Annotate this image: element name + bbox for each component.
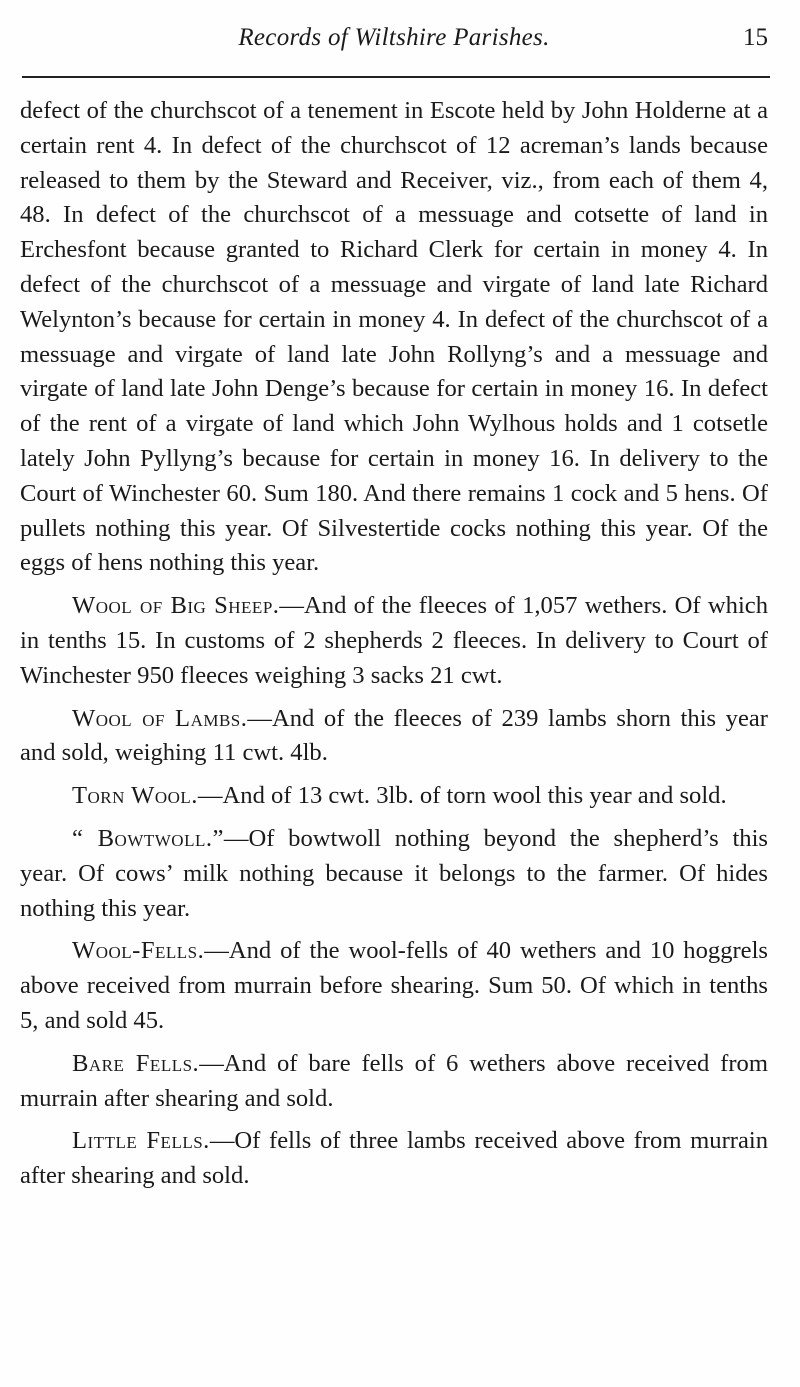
paragraph-text: —Of fells of three lambs received above from murrain after shearing and sold. [20,1127,768,1190]
paragraph-text: —Of bowtwoll nothing beyond the shepherd’s this year. Of cows’ milk nothing because it belongs to the farmer. Of hides nothing this year. [20,824,768,922]
section-heading: Wool of Lambs. [72,704,248,732]
paragraph-wool-of-big-sheep [20,589,768,693]
section-heading: Wool of Big Sheep. [72,592,280,620]
paragraph-text: —And of bare fells of 6 wethers above received from murrain after shearing and sold. [20,1049,768,1112]
section-heading: Torn Wool. [72,782,198,810]
paragraph-wool-of-lambs [20,702,768,772]
paragraph-torn-wool [20,779,768,814]
section-heading: Bare Fells. [72,1049,200,1077]
section-heading: Wool-Fells. [72,937,205,965]
paragraph-bowtwoll [20,822,768,926]
paragraph-text: —And of the wool-fells of 40 wethers and 10 hoggrels above received from murrain before shearing. Sum 50. Of which in tenths 5, and sold 45. [20,937,768,1034]
section-heading: Little Fells. [72,1127,210,1155]
running-head [20,24,768,60]
paragraph-bare-fells [20,1047,768,1117]
header-rule [22,76,770,78]
running-title: Records of Wiltshire Parishes. [238,24,550,51]
paragraph-text: —And of the fleeces of 1,057 wethers. Of which in tenths 15. In customs of 2 shepherds 2 fleeces. In delivery to Court of Winchester 950 fleeces weighing 3 sacks 21 cwt. [20,592,768,689]
paragraph-text: defect of the churchscot of a tenement in Escote held by John Holderne at a certain rent 4. In defect of the churchscot of 12 acreman’s lands because released to them by the Steward and Receiver, viz., from each of them 4, 48. In defect of the churchscot of a messuage and cotsette of land in Erchesfont because granted to Richard Clerk for certain in money 4. In defect of the churchscot of a messuage and virgate of land late Richard Welynton’s because for certain in money 4. In defect of the churchscot of a messuage and virgate of land late John Rollyng’s and a messuage and virgate of land late John Denge’s because for certain in money 16. In defect of the rent of a virgate of land which John Wylhous holds and 1 cotsetle lately John Pyllyng’s because for certain in money 16. In delivery to the Court of Winchester 60. Sum 180. And there remains 1 cock and 5 hens. Of pullets nothing this year. Of Silvestertide cocks nothing this year. Of the eggs of hens nothing this year. [20,97,768,577]
paragraph-little-fells [20,1124,768,1194]
paragraph-text: —And of the fleeces of 239 lambs shorn this year and sold, weighing 11 cwt. 4lb. [20,704,768,767]
paragraph-wool-fells [20,934,768,1038]
paragraph-text: —And of 13 cwt. 3lb. of torn wool this year and sold. [197,782,727,810]
paragraph-churchscot-continuation [20,94,768,581]
body-text [20,94,768,1202]
section-heading: “ Bowtwoll.” [72,824,224,852]
page-number: 15 [743,24,768,51]
